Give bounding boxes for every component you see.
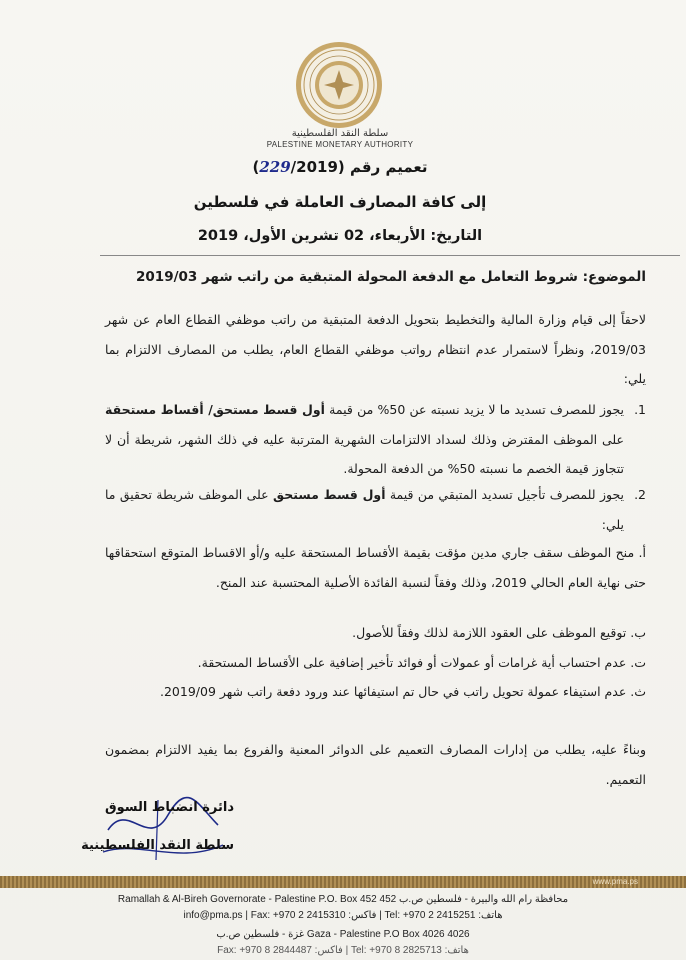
item-text-part: يجوز للمصرف تأجيل تسديد المتبقي من قيمة [385, 487, 624, 502]
sub-item: ب. توقيع الموظف على العقود اللازمة لذلك وفقاً للأصول. [352, 625, 646, 640]
footer-contact-ramallah: info@pma.ps | Fax: +970 2 2415310 :فاكس | Tel: +970 2 2415251 :هاتف [183, 910, 503, 921]
subject-line: الموضوع: شروط التعامل مع الدفعة المحولة المتبقية من راتب شهر 2019/03 [136, 269, 646, 285]
closing-paragraph: وبناءً عليه، يطلب من إدارات المصارف التعميم على الدوائر المعنية والفروع بما يفيد الالتزام بمضمون التعميم. [105, 742, 646, 787]
circular-year: /2019) [252, 158, 338, 176]
sub-item: ث. عدم استيفاء عمولة تحويل راتب في حال تم استيفائها عند ورود دفعة راتب شهر 2019/09. [159, 684, 646, 699]
item-number: 1. [634, 402, 646, 417]
footer-band [0, 876, 686, 888]
footer-address-gaza: غزة - فلسطين ص.ب Gaza - Palestine P.O Box 4026 4026 [216, 929, 470, 940]
item-text [105, 395, 624, 484]
list-item [105, 395, 646, 484]
addressee-line: إلى كافة المصارف العاملة في فلسطين [193, 193, 487, 211]
signature-department: دائرة انضباط السوق [105, 800, 234, 815]
list-item [105, 480, 646, 539]
signature-authority: سلطة النقد الفلسطينية [81, 838, 234, 853]
pma-seal-icon [294, 40, 384, 130]
circular-open-paren: ( [337, 158, 345, 176]
org-name-en: PALESTINE MONETARY AUTHORITY [266, 140, 414, 149]
intro-paragraph: لاحقاً إلى قيام وزارة المالية والتخطيط بتحويل الدفعة المتبقية من راتب موظفي القطاع العام عن شهر 2019/03، ونظراً لاستمرار عدم انتظام رواتب موظفي القطاع العام، يطلب من المصارف الالتزام بما يلي: [105, 312, 646, 386]
item-text-bold: أول قسط مستحق [273, 487, 386, 502]
divider [100, 255, 680, 256]
date-line: التاريخ: الأربعاء، 02 تشرين الأول، 2019 [197, 228, 483, 244]
item-text-part: على الموظف شريطة تحقيق ما يلي: [105, 487, 624, 532]
circular-label: تعميم رقم [350, 158, 428, 176]
circular-handwritten-number: 229 [259, 158, 291, 176]
item-text-part: يجوز للمصرف تسديد ما لا يزيد نسبته عن 50% من قيمة [324, 402, 625, 417]
footer-contact-gaza: Fax: +970 8 2844487 :فاكس | Tel: +970 8 2825713 :هاتف [217, 945, 469, 956]
item-text-part: على الموظف المقترض وذلك لسداد الالتزامات الشهرية المترتبة عليه في ذلك الشهر، شريطة أن لا تتجاوز قيمة الخصم ما نسبته 50% من الدفعة المحولة. [105, 431, 624, 476]
org-name-ar: سلطة النقد الفلسطينية [291, 128, 389, 139]
footer-url: www.pma.ps [592, 877, 638, 886]
item-text-bold: أول قسط مستحق/ أقساط مستحقة [105, 402, 325, 417]
sub-item: أ. منح الموظف سقف جاري مدين مؤقت بقيمة الأقساط المستحقة عليه و/أو الاقساط المتوقع استحقاقها حتى نهاية العام الحالي 2019، وذلك وفقاً لنسبة الفائدة الأصلية المحتسبة عند المنح. [105, 545, 646, 590]
footer-address-ramallah: Ramallah & Al-Bireh Governorate - Palestine P.O. Box 452 محافظة رام الله والبيرة - فلسطين ص.ب 452 [117, 894, 569, 905]
circular-number [120, 158, 560, 176]
item-number: 2. [634, 487, 646, 502]
item-text [105, 480, 624, 539]
sub-item: ت. عدم احتساب أية غرامات أو عمولات أو فوائد تأخير إضافية على الأقساط المستحقة. [197, 655, 646, 670]
